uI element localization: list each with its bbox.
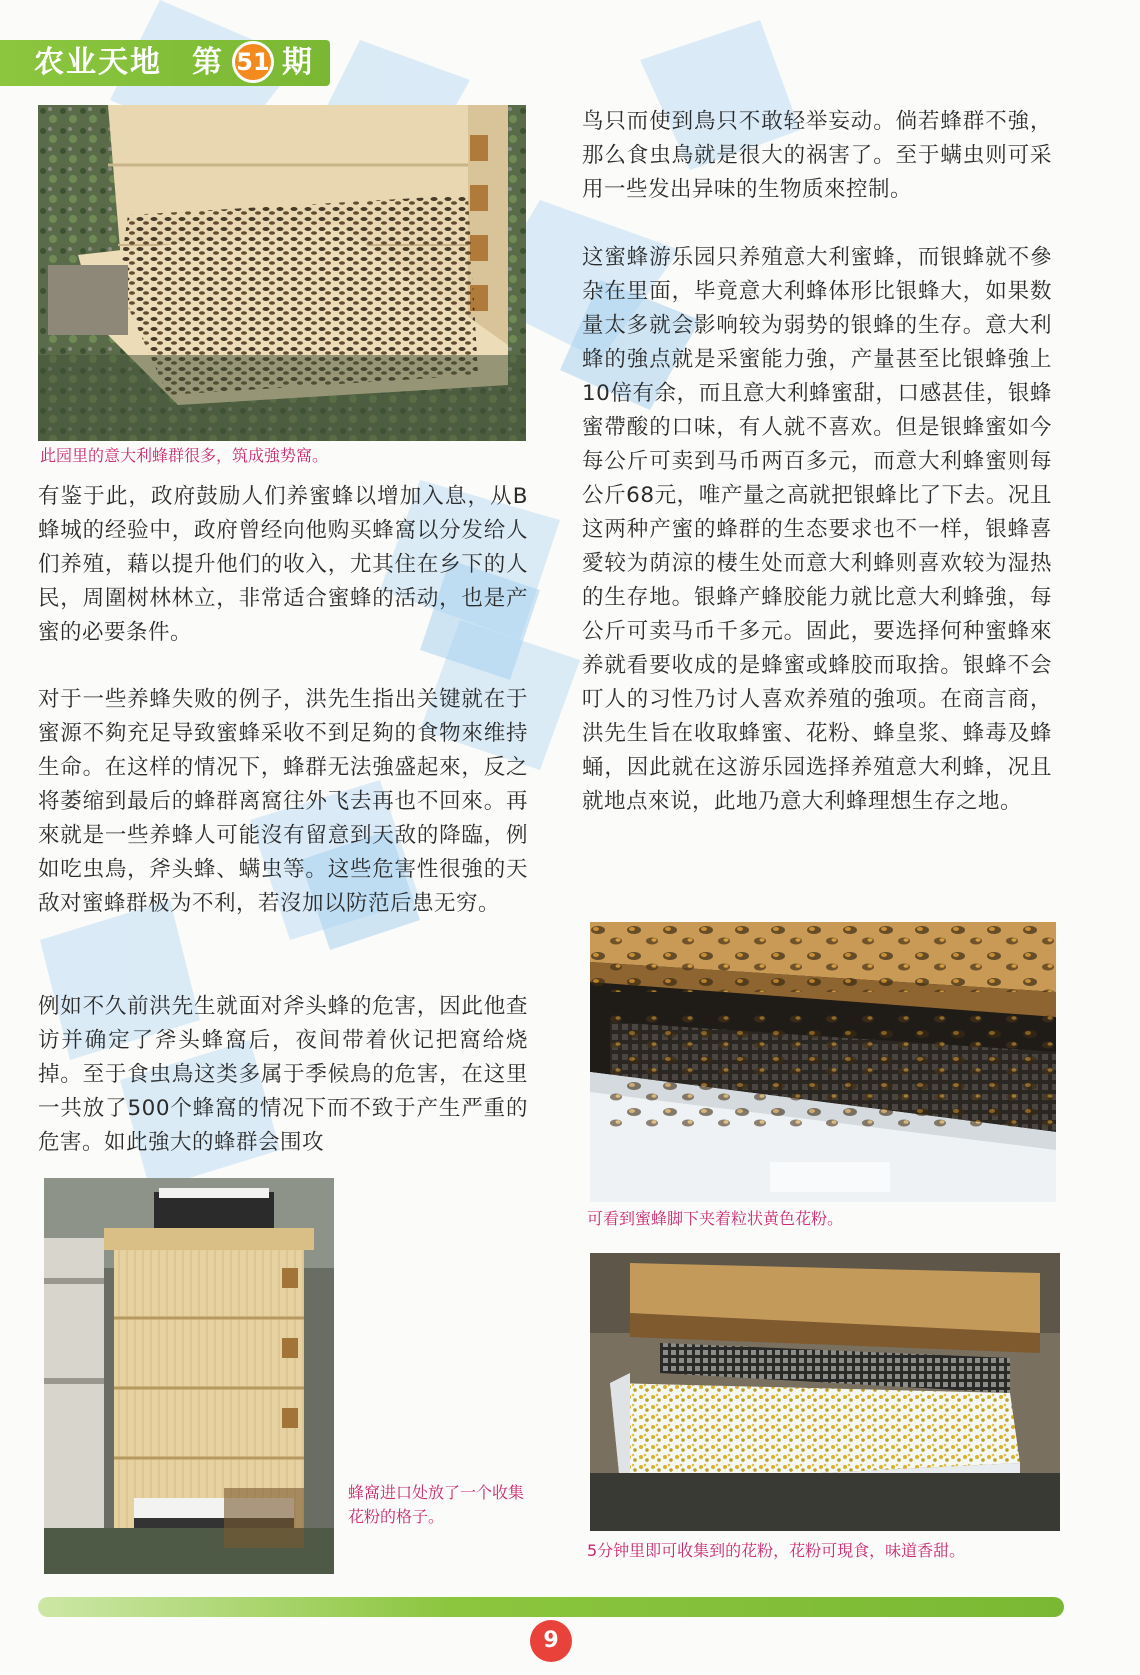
section-title: 农业天地 [34,45,162,80]
page-number-badge: 9 [530,1620,572,1662]
photo-pollen-tray [590,1253,1060,1531]
caption-photo-2: 可看到蜜蜂脚下夹着粒状黄色花粉。 [587,1209,844,1228]
issue-number-badge: 51 [232,41,274,83]
photo-beehive-landing-board [38,105,526,441]
photo-hive-entrance-bees [590,922,1056,1202]
section-header [0,40,330,86]
issue-suffix: 期 [282,45,312,80]
footer-bar [38,1597,1064,1617]
caption-photo-1: 此园里的意大利蜂群很多，筑成強势窩。 [40,446,329,465]
right-paragraph-1: 鸟只而使到鳥只不敢轻举妄动。倘若蜂群不強，那么食虫鳥就是很大的祸害了。至于螨虫则可采用一些发出异味的生物质來控制。 [582,109,1052,202]
issue-prefix: 第 [192,45,222,80]
photo-beehive-stack [44,1178,334,1574]
left-paragraph-1: 有鉴于此，政府鼓励人们养蜜蜂以增加入息，从B蜂城的经验中，政府曾经向他购买蜂窩以分发给人们养殖，藉以提升他们的收入，尤其住在乡下的人民，周圍树林林立，非常适合蜜蜂的活动，也是产蜜的必要条件。 [38,484,528,645]
caption-photo-3: 蜂窩进口处放了一个收集花粉的格子。 [348,1483,525,1526]
left-paragraph-3: 例如不久前洪先生就面对斧头蜂的危害，因此他查访并确定了斧头蜂窩后，夜间带着伙记把窩给烧掉。至于食虫鳥这类多属于季候鳥的危害，在这里一共放了500个蜂窩的情况下而不致于产生严重的危害。如此強大的蜂群会围攻 [38,994,528,1155]
right-paragraph-2: 这蜜蜂游乐园只养殖意大利蜜蜂，而银蜂就不參杂在里面，毕竟意大利蜂体形比银蜂大，如果数量太多就会影响较为弱势的银蜂的生存。意大利蜂的強点就是采蜜能力強，产量甚至比银蜂強上10倍有余，而且意大利蜂蜜甜，口感甚佳，银蜂蜜帶酸的口味，有人就不喜欢。但是银蜂蜜如今每公斤可卖到马币两百多元，而意大利蜂蜜则每公斤68元，唯产量之高就把银蜂比了下去。况且这两种产蜜的蜂群的生态要求也不一样，银蜂喜愛较为荫涼的棲生处而意大利蜂则喜欢较为湿热的生存地。银蜂产蜂胶能力就比意大利蜂強，每公斤可卖马币千多元。固此，要选择何种蜜蜂來养就看要收成的是蜂蜜或蜂胶而取捨。银蜂不会叮人的习性乃讨人喜欢养殖的強项。在商言商，洪先生旨在收取蜂蜜、花粉、蜂皇浆、蜂毒及蜂蛹，因此就在这游乐园选择养殖意大利蜂，况且就地点來说，此地乃意大利蜂理想生存之地。 [582,245,1052,814]
left-paragraph-2: 对于一些养蜂失败的例子，洪先生指出关键就在于蜜源不夠充足导致蜜蜂采收不到足夠的食物來维持生命。在这样的情况下，蜂群无法強盛起來，反之将萎缩到最后的蜂群离窩往外飞去再也不回來。再來就是一些养蜂人可能沒有留意到天敌的降臨，例如吃虫鳥，斧头蜂、螨虫等。这些危害性很強的天敌对蜜蜂群极为不利，若沒加以防范后患无穷。 [38,687,528,916]
caption-photo-4: 5分钟里即可收集到的花粉，花粉可現食，味道香甜。 [587,1541,966,1560]
